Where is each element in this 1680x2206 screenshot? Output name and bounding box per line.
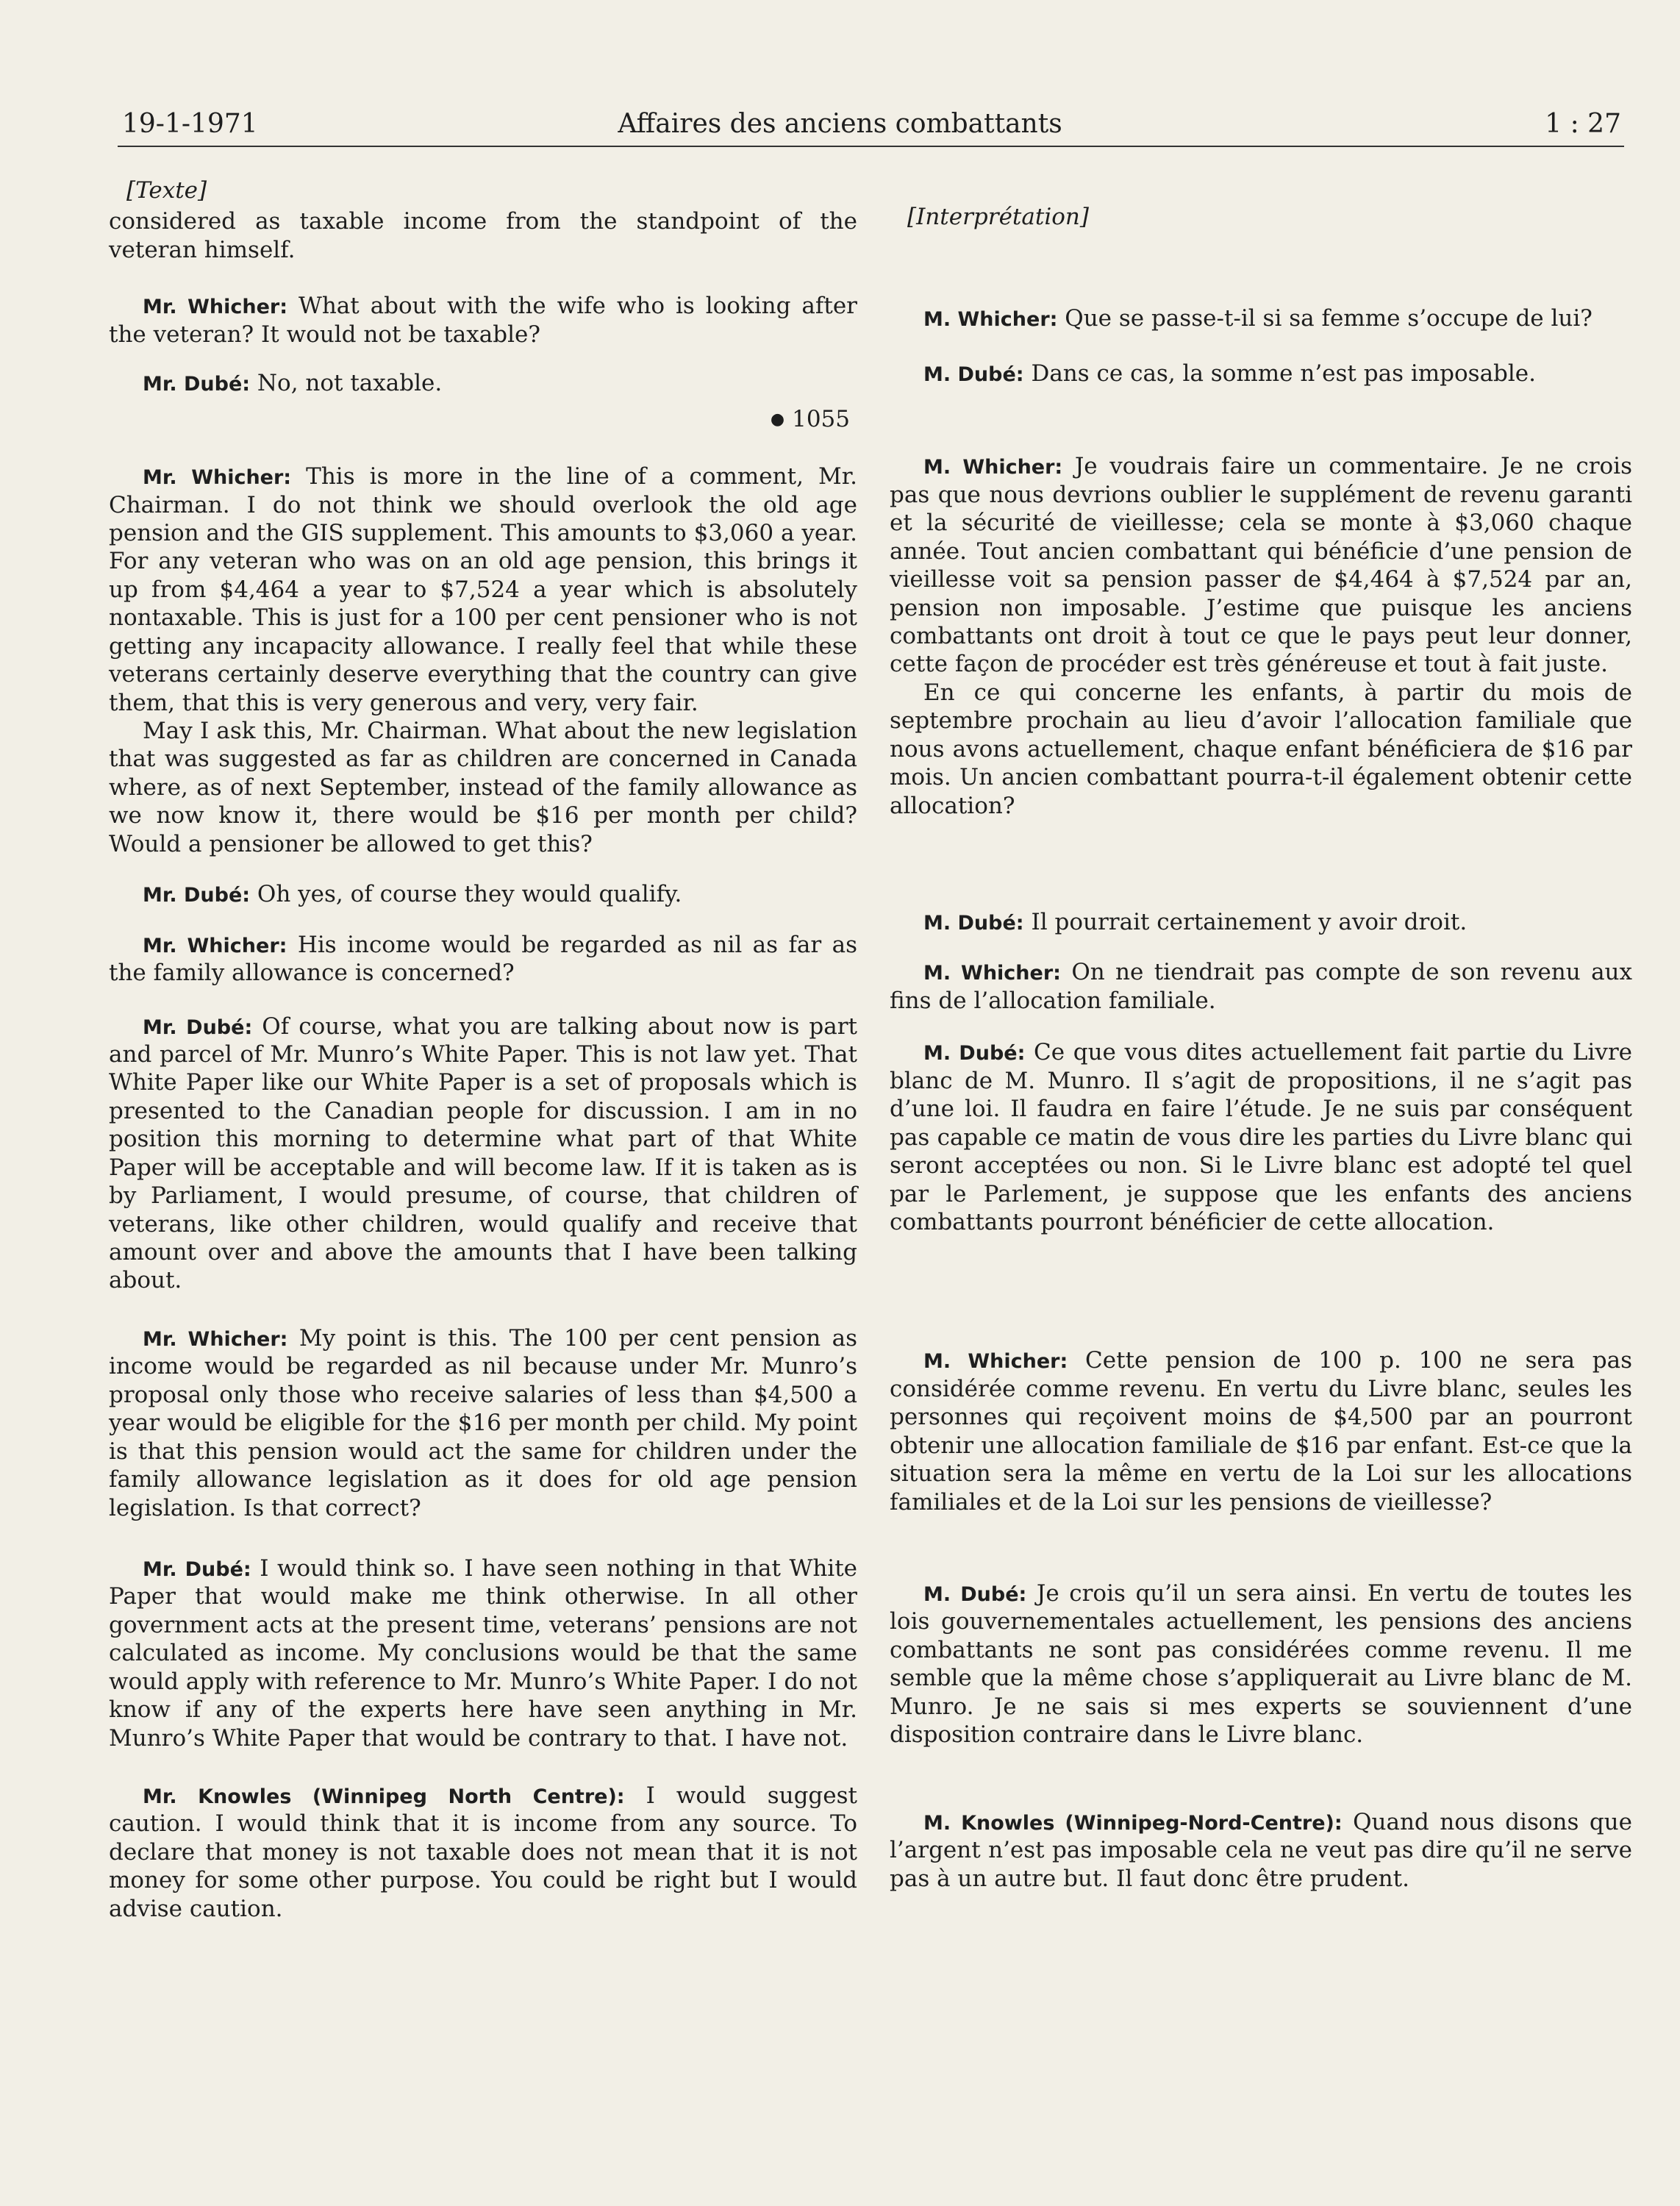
section-marker: [Texte] xyxy=(126,177,207,204)
header-page-number: 1 : 27 xyxy=(1545,109,1621,139)
speaker-name: M. Whicher: xyxy=(923,456,1063,479)
right-column xyxy=(890,176,1632,1893)
speaker-name: Mr. Whicher: xyxy=(143,934,287,957)
speech-paragraph xyxy=(890,1038,1632,1236)
time-mark-text: 1055 xyxy=(792,405,850,432)
speech-text: His income would be regarded as nil as far as the family allowance is concerned? xyxy=(109,931,857,987)
speech-paragraph xyxy=(109,292,857,349)
speech-text: What about with the wife who is looking after the veteran? It would not be taxable? xyxy=(109,293,858,348)
speaker-name: M. Whicher: xyxy=(923,308,1058,332)
speech-text: Que se passe-t-il si sa femme s’occupe de lui? xyxy=(1057,305,1593,332)
speech-text: Je voudrais faire un commentaire. Je ne crois pas que nous devrions oublier le supplément de revenu garanti et la sécurité de vieillesse; cela se monte à $3,060 chaque année. Tout ancien combattant qui bénéficie d’une pension de vieillesse voit sa pension passer de $4,464 à $7,524 par an, pension non imposable. J’estime que puisque les anciens combattants ont droit à tout ce que le pays peut leur donner, cette façon de procéder est très généreuse et tout à fait juste. xyxy=(890,453,1632,678)
header-date: 19-1-1971 xyxy=(122,109,258,139)
speaker-name: M. Knowles (Winnipeg-Nord-Centre): xyxy=(923,1811,1343,1835)
speech-paragraph xyxy=(890,304,1632,332)
speech-paragraph xyxy=(890,1346,1632,1516)
speech-text: I would suggest caution. I would think that it is income from any source. To declare that money is not taxable does not mean that it is not money for some other purpose. You could be right but I would advise caution. xyxy=(109,1782,857,1922)
time-marker xyxy=(109,405,850,433)
speaker-name: Mr. Dubé: xyxy=(143,1015,253,1039)
speech-paragraph xyxy=(109,369,857,397)
bullet-icon: ● xyxy=(770,410,785,429)
speech-text: Je crois qu’il un sera ainsi. En vertu de toutes les lois gouvernementales actuellement, les pensions des anciens combattants ne sont pas considérées comme revenu. Il me semble que la même chose s’appliquerait au Livre blanc de M. Munro. Je ne sais si mes experts se souviennent d’une disposition contraire dans le Livre blanc. xyxy=(890,1580,1632,1749)
speech-text: This is more in the line of a comment, Mr. Chairman. I do not think we should overlook the old age pension and the GIS supplement. This amounts to $3,060 a year. For any veteran who was on an old age pension, this brings it up from $4,464 a year to $7,524 a year which is absolutely nontaxable. This is just for a 100 per cent pensioner who is not getting any incapacity allowance. I really feel that while these veterans certainly deserve everything that the country can give them, that this is very generous and very, very fair. xyxy=(109,463,857,716)
speaker-name: M. Whicher: xyxy=(923,1350,1068,1374)
speech-text: Il pourrait certainement y avoir droit. xyxy=(1023,909,1468,935)
speaker-name: Mr. Whicher: xyxy=(143,466,292,490)
speech-text: Dans ce cas, la somme n’est pas imposable. xyxy=(1023,360,1537,387)
left-column xyxy=(109,176,857,1923)
speech-text: Oh yes, of course they would qualify. xyxy=(250,881,682,908)
paragraph: En ce qui concerne les enfants, à partir du mois de septembre prochain au lieu d’avoir l’allocation familiale que nous avons actuellement, chaque enfant bénéficiera de $16 par mois. Un ancien combattant pourra-t-il également obtenir cette allocation? xyxy=(890,679,1632,819)
paragraph: considered as taxable income from the standpoint of the veteran himself. xyxy=(109,208,857,263)
header-rule xyxy=(118,146,1624,147)
speech-paragraph xyxy=(109,1554,857,1752)
speech-text: On ne tiendrait pas compte de son revenu aux fins de l’allocation familiale. xyxy=(890,959,1633,1014)
speech-paragraph xyxy=(109,880,857,908)
speech-paragraph xyxy=(890,360,1632,388)
speech-paragraph xyxy=(890,958,1632,1015)
speech-paragraph xyxy=(109,1324,857,1522)
speaker-name: M. Dubé: xyxy=(923,363,1024,386)
speaker-name: Mr. Dubé: xyxy=(143,1557,251,1581)
speech-text: My point is this. The 100 per cent pension as income would be regarded as nil because under Mr. Munro’s proposal only those who receive salaries of less than $4,500 a year would be eligible for the $16 per month per child. My point is that this pension would act the same for children under the family allowance legislation as it does for old age pension legislation. Is that correct? xyxy=(109,1324,857,1521)
speech-paragraph xyxy=(109,1782,857,1923)
speaker-name: Mr. Dubé: xyxy=(143,373,251,396)
header-title: Affaires des anciens combattants xyxy=(618,109,1062,139)
speech-text: No, not taxable. xyxy=(250,370,443,397)
speech-paragraph xyxy=(890,1808,1632,1893)
speaker-name: M. Whicher: xyxy=(923,962,1061,985)
speech-paragraph xyxy=(890,908,1632,936)
speech-text: Cette pension de 100 p. 100 ne sera pas considérée comme revenu. En vertu du Livre blanc, seules les personnes qui reçoivent moins de $4,500 par an pourront obtenir une allocation familiale de $16 par enfant. Est-ce que la situation sera la même en vertu de la Loi sur les allocations familiales et de la Loi sur les pensions de vieillesse? xyxy=(890,1347,1632,1516)
speech-text: I would think so. I have seen nothing in that White Paper that would make me think otherwise. In all other government acts at the present time, veterans’ pensions are not calculated as income. My conclusions would be that the same would apply with reference to Mr. Munro’s White Paper. I do not know if any of the experts here have seen anything in Mr. Munro’s White Paper that would be contrary to that. I have not. xyxy=(109,1554,858,1752)
speech-text: Of course, what you are talking about now is part and parcel of Mr. Munro’s White Paper. This is not law yet. That White Paper like our White Paper is a set of proposals which is presented to the Canadian people for discussion. I am in no position this morning to determine what part of that White Paper will be acceptable and will become law. If it is taken as is by Parliament, I would presume, of course, that children of veterans, like other children, would qualify and receive that amount over and above the amounts that I have been talking about. xyxy=(109,1013,857,1294)
speaker-name: M. Dubé: xyxy=(923,1042,1026,1065)
speech-paragraph xyxy=(890,452,1632,679)
speech-text: Quand nous disons que l’argent n’est pas imposable cela ne veut pas dire qu’il ne serve pas à un autre but. Il faut donc être prudent. xyxy=(890,1808,1632,1892)
speaker-name: Mr. Whicher: xyxy=(143,1327,288,1351)
speech-paragraph xyxy=(890,1579,1632,1749)
speaker-name: M. Dubé: xyxy=(923,912,1024,935)
speaker-name: M. Dubé: xyxy=(923,1583,1027,1606)
speech-paragraph xyxy=(109,931,857,988)
speech-paragraph xyxy=(109,1013,857,1295)
speaker-name: Mr. Knowles (Winnipeg North Centre): xyxy=(143,1785,625,1808)
section-marker: [Interprétation] xyxy=(907,204,1089,230)
speaker-name: Mr. Whicher: xyxy=(143,296,288,319)
speech-text: Ce que vous dites actuellement fait partie du Livre blanc de M. Munro. Il s’agit de propositions, il ne s’agit pas d’une loi. Il faudra en faire l’étude. Je ne suis par conséquent pas capable ce matin de vous dire les parties du Livre blanc qui seront acceptées ou non. Si le Livre blanc est adopté tel quel par le Parlement, je suppose que les enfants des anciens combattants pourront bénéficier de cette allocation. xyxy=(890,1039,1632,1235)
speaker-name: Mr. Dubé: xyxy=(143,884,251,907)
paragraph: May I ask this, Mr. Chairman. What about the new legislation that was suggested as far as children are concerned in Canada where, as of next September, instead of the family allowance as we now know it, there would be $16 per month per child? Would a pensioner be allowed to get this? xyxy=(109,718,857,857)
speech-paragraph xyxy=(109,463,857,717)
